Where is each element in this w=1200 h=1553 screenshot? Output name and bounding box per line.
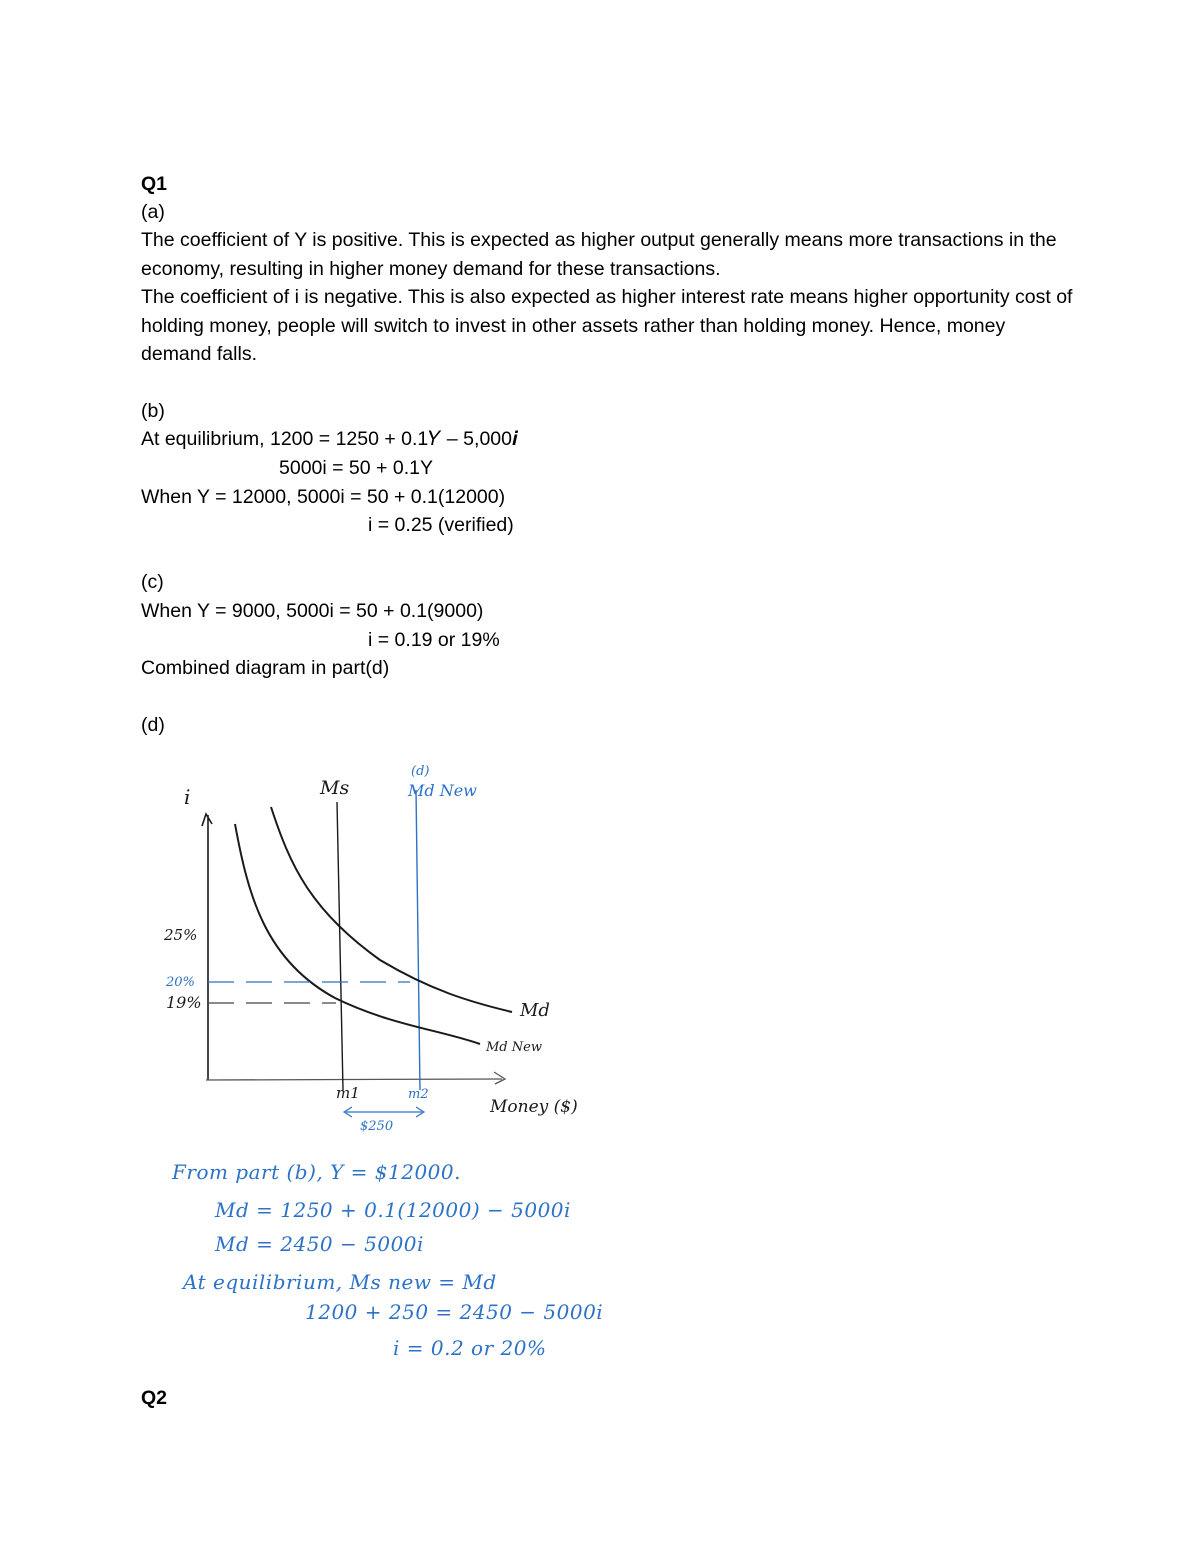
- part-a-para-2: The coefficient of i is negative. This is also expected as higher interest rate means higher opportunity cost of holding money, people will switch to invest in other assets rather than holding money. Hence, money demand falls.: [141, 286, 1073, 365]
- part-b-line-4: i = 0.25 (verified): [368, 514, 514, 536]
- tick-25-percent: 25%: [164, 926, 198, 944]
- note-line-3: Md = 2450 − 5000i: [215, 1232, 424, 1256]
- part-c-label: (c): [141, 571, 164, 593]
- new-money-supply-label: Md New: [408, 781, 477, 800]
- part-d-tag: (d): [411, 764, 430, 779]
- part-b-line-3: When Y = 12000, 5000i = 50 + 0.1(12000): [141, 486, 506, 508]
- new-money-demand-curve: [235, 824, 480, 1044]
- part-a-answer: [141, 226, 1081, 369]
- x-axis-label: Money ($): [490, 1097, 578, 1117]
- part-d-label: (d): [141, 714, 165, 736]
- part-c-line-2: i = 0.19 or 19%: [368, 629, 500, 651]
- part-c-line-3: Combined diagram in part(d): [141, 657, 390, 679]
- money-supply-line: [337, 802, 343, 1090]
- q1-heading: Q1: [141, 173, 168, 195]
- part-b-line-2: 5000i = 50 + 0.1Y: [279, 457, 433, 479]
- money-demand-curve: [271, 807, 512, 1012]
- shift-amount-label: $250: [360, 1119, 394, 1134]
- part-c-line-1: When Y = 9000, 5000i = 50 + 0.1(9000): [141, 600, 484, 622]
- y-axis: [202, 814, 212, 1080]
- x-axis: [206, 1072, 505, 1084]
- part-a-para-1: The coefficient of Y is positive. This is expected as higher output generally means more transactions in the economy, resulting in higher money demand for these transactions.: [141, 229, 1057, 280]
- note-line-4: At equilibrium, Ms new = Md: [183, 1270, 497, 1294]
- tick-19-percent: 19%: [166, 993, 202, 1012]
- note-line-6: i = 0.2 or 20%: [393, 1336, 547, 1360]
- note-line-2: Md = 1250 + 0.1(12000) − 5000i: [215, 1198, 571, 1222]
- money-market-diagram: [140, 750, 600, 1150]
- shift-arrow: [344, 1107, 424, 1117]
- new-money-supply-line: [416, 790, 420, 1090]
- q2-heading: Q2: [141, 1387, 168, 1409]
- part-a-label: (a): [141, 201, 165, 223]
- tick-20-percent: 20%: [166, 975, 195, 990]
- money-supply-label: Ms: [320, 777, 350, 799]
- part-b-line-1: At equilibrium, 1200 = 1250 + 0.1𝑌 – 5,000𝒊: [141, 428, 518, 450]
- tick-m1: m1: [336, 1084, 360, 1102]
- note-line-1: From part (b), Y = $12000.: [172, 1160, 461, 1184]
- y-axis-label: i: [184, 785, 191, 809]
- new-money-demand-label: Md New: [486, 1040, 542, 1055]
- note-line-5: 1200 + 250 = 2450 − 5000i: [305, 1300, 604, 1324]
- part-b-label: (b): [141, 400, 165, 422]
- money-demand-label: Md: [520, 1000, 550, 1021]
- tick-m2: m2: [408, 1087, 429, 1102]
